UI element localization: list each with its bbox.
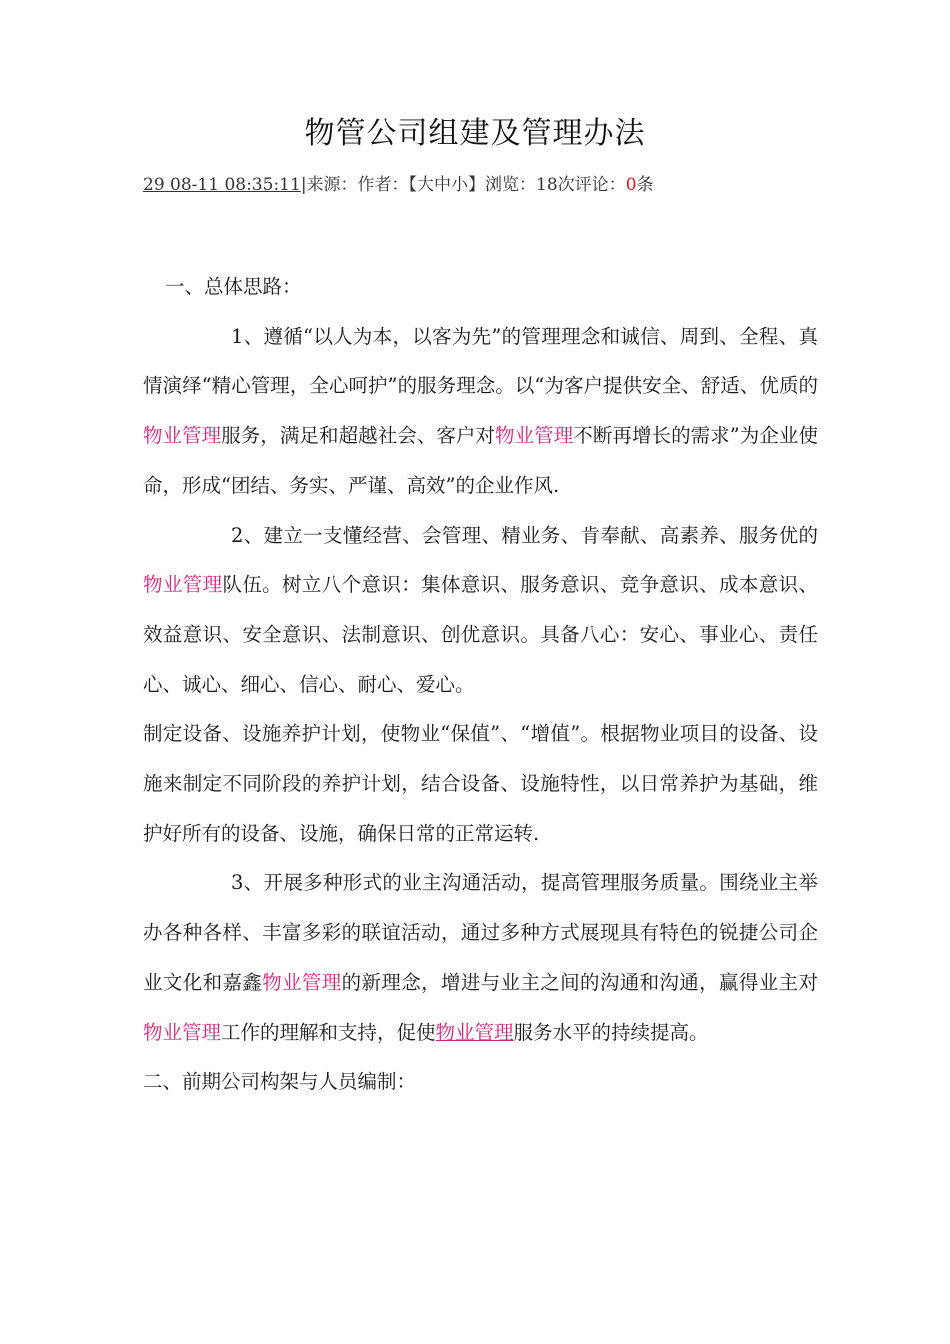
section-heading-1: 一、总体思路：: [165, 275, 302, 298]
page-title: 物管公司组建及管理办法: [304, 116, 646, 151]
article-meta: [143, 170, 654, 195]
section-heading-2: 二、前期公司构架与人员编制：: [143, 1070, 417, 1094]
property-management-link[interactable]: 物业管理: [262, 970, 342, 994]
paragraph-2-text-b: 队伍。树立八个意识：集体意识、服务意识、竞争意识、成本意识、效益意识、安全意识、法制意识、创优意识。具备八心：安心、事业心、责任心、诚心、细心、信心、耐心、爱心。: [143, 573, 818, 696]
paragraph-1-text-c: 不断再增长的需求”为企业使命，形成“团结、务实、严谨、高效”的企业作风.: [143, 424, 818, 497]
paragraph-4-text-a: 3、开展多种形式的业主沟通活动，提高管理服务质量。围绕业主举办各种各样、丰富多彩的联谊活动，通过多种方式展现具有特色的锐捷公司企业文化和嘉鑫: [143, 871, 818, 994]
comments-unit: 条: [636, 175, 654, 195]
property-management-link[interactable]: 物业管理: [143, 573, 223, 597]
source-author-label: |来源：作者：: [300, 175, 409, 195]
paragraph-4-text-c: 工作的理解和支持，促使: [221, 1020, 436, 1044]
paragraph-1-text-b: 服务，满足和超越社会、客户对: [221, 424, 496, 448]
comments-label: 次评论：: [557, 175, 626, 195]
property-management-link[interactable]: 物业管理: [143, 424, 222, 448]
paragraph-4-text-b: 的新理念，增进与业主之间的沟通和沟通，赢得业主对: [341, 970, 818, 994]
property-management-link[interactable]: 物业管理: [435, 1020, 514, 1044]
property-management-link[interactable]: 物业管理: [143, 1020, 222, 1044]
paragraph-1: [143, 312, 818, 511]
publish-time: 29 08-11 08:35:11: [143, 175, 301, 195]
paragraph-4-text-d: 服务水平的持续提高。: [513, 1020, 709, 1044]
paragraph-3: 制定设备、设施养护计划，使物业“保值”、“增值”。根据物业项目的设备、设施来制定不同阶段的养护计划，结合设备、设施特性，以日常养护为基础，维护好所有的设备、设施，确保日常的正常运转.: [143, 722, 818, 845]
views-count: 18: [536, 175, 558, 195]
font-size-medium-link[interactable]: 中: [434, 175, 452, 195]
paragraph-2: [143, 511, 818, 710]
property-management-link[interactable]: 物业管理: [495, 424, 574, 448]
comments-count[interactable]: 0: [625, 175, 637, 195]
paragraph-2-text-a: 2、建立一支懂经营、会管理、精业务、肯奉献、高素养、服务优的: [231, 523, 818, 547]
article-body: [143, 262, 818, 1107]
paragraph-4: [143, 858, 818, 1057]
font-size-small-link[interactable]: 小】: [451, 175, 486, 195]
paragraph-1-text-a: 1、遵循“以人为本，以客为先”的管理理念和诚信、周到、全程、真情演绎“精心管理，全心呵护”的服务理念。以“为客户提供安全、舒适、优质的: [143, 324, 818, 398]
font-size-large-link[interactable]: 【大: [408, 175, 435, 195]
views-label: 浏览：: [485, 175, 537, 195]
